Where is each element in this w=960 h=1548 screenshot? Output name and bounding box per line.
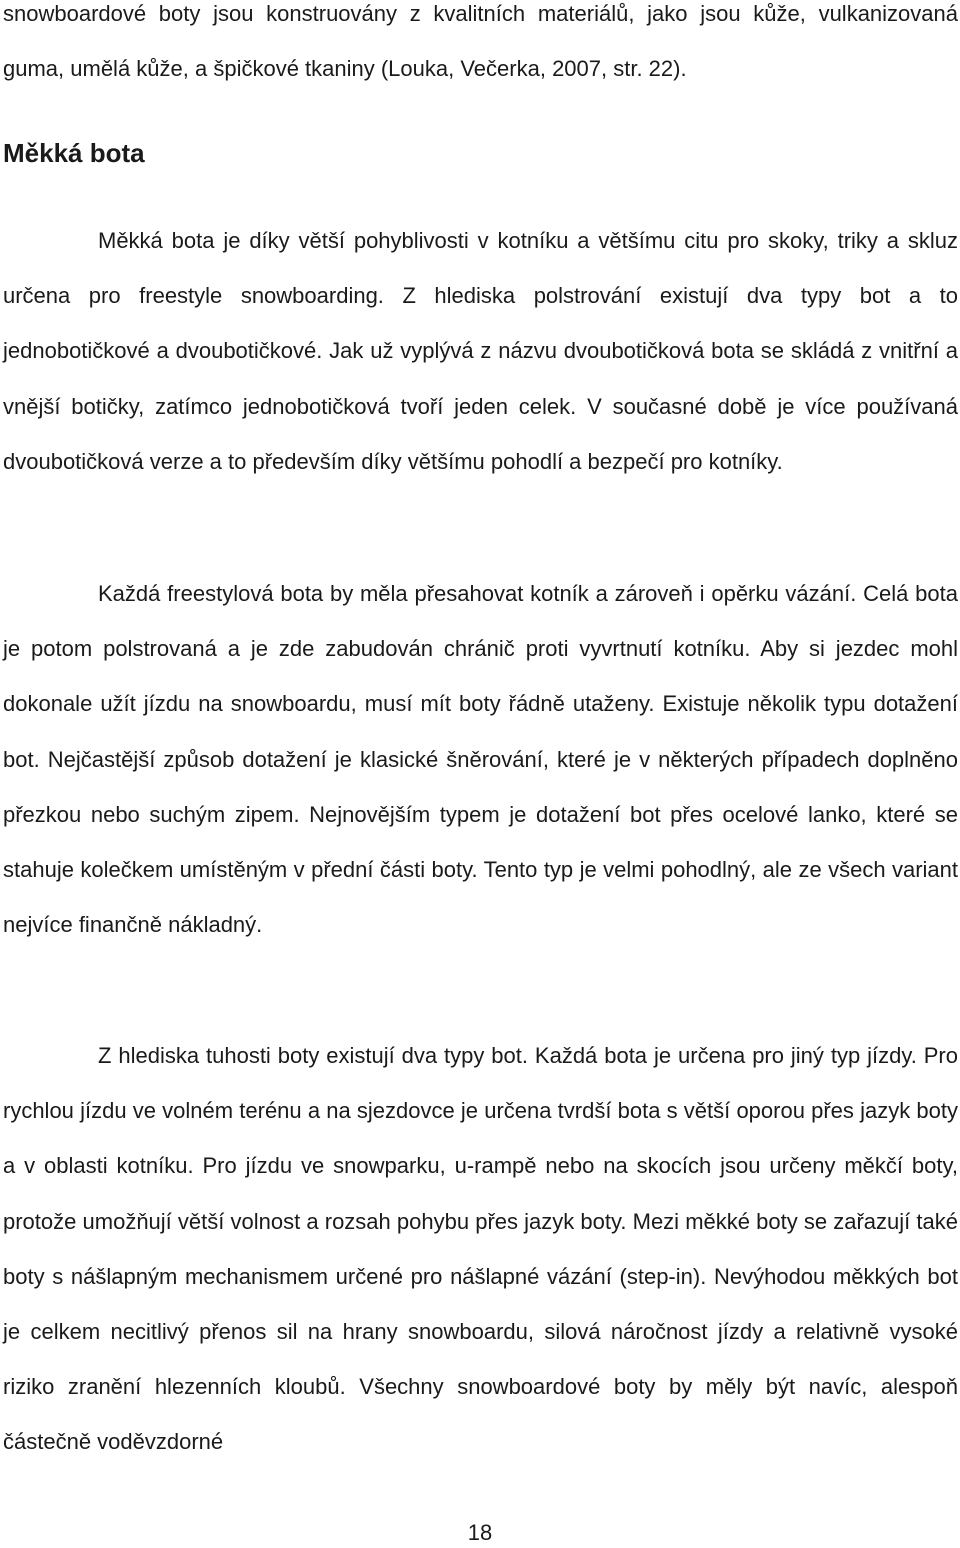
continuation-paragraph: snowboardové boty jsou konstruovány z kvalitních materiálů, jako jsou kůže, vulkanizovaná guma, umělá kůže, a špičkové tkaniny (Louka, Večerka, 2007, str. 22). bbox=[3, 1, 958, 82]
paragraph-freestyle-boot: Každá freestylová bota by měla přesahovat kotník a zároveň i opěrku vázání. Celá bota je potom polstrovaná a je zde zabudován chránič proti vyvrtnutí kotníku. Aby si jezdec mohl dokonale užít jízdu na snowboardu, musí mít boty řádně utaženy. Existuje několik typu dotažení bot. Nejčastější způsob dotažení je klasické šněrování, které je v některých případech doplněno přezkou nebo suchým zipem. Nejnovějším typem je dotažení bot přes ocelové lanko, které se stahuje kolečkem umístěným v přední části boty. Tento typ je velmi pohodlný, ale ze všech variant nejvíce finančně nákladný. bbox=[3, 581, 958, 938]
paragraph-boot-stiffness: Z hlediska tuhosti boty existují dva typy bot. Každá bota je určena pro jiný typ jízdy. Pro rychlou jízdu ve volném terénu a na sjezdovce je určena tvrdší bota s větší oporou přes jazyk boty a v oblasti kotníku. Pro jízdu ve snowparku, u-rampě nebo na skocích jsou určeny měkčí boty, protože umožňují větší volnost a rozsah pohybu přes jazyk boty. Mezi měkké boty se zařazují také boty s nášlapným mechanismem určené pro nášlapné vázání (step-in). Nevýhodou měkkých bot je celkem necitlivý přenos sil na hrany snowboardu, silová náročnost jízdy a relativně vysoké riziko zranění hlezenních kloubů. Všechny snowboardové boty by měly být navíc, alespoň částečně voděvzdorné bbox=[3, 1043, 958, 1455]
page-number: 18 bbox=[467, 1520, 493, 1545]
paragraph-soft-boot: Měkká bota je díky větší pohyblivosti v kotníku a většímu citu pro skoky, triky a skluz určena pro freestyle snowboarding. Z hlediska polstrování existují dva typy bot a to jednobotičkové a dvoubotičkové. Jak už vyplývá z názvu dvoubotičková bota se skládá z vnitřní a vnější botičky, zatímco jednobotičková tvoří jeden celek. V současné době je více používaná dvoubotičková verze a to především díky většímu pohodlí a bezpečí pro kotníky. bbox=[3, 228, 958, 474]
section-heading: Měkká bota bbox=[3, 138, 145, 168]
